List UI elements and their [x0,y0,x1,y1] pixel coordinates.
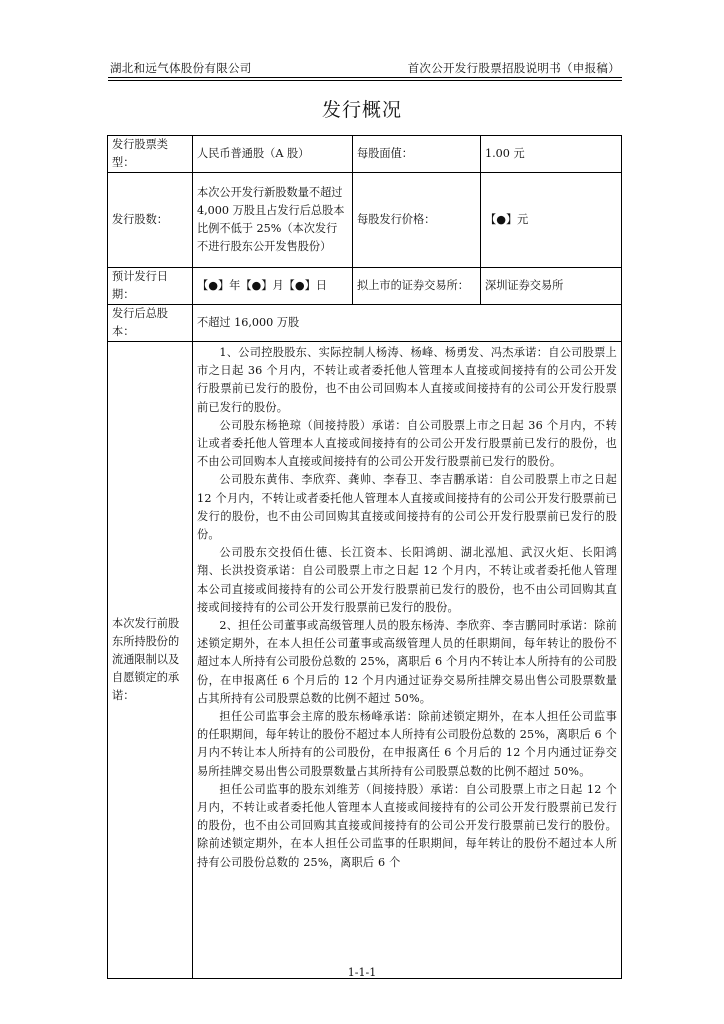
header-company: 湖北和远气体股份有限公司 [110,61,252,75]
stock-type-value: 人民币普通股（A 股） [193,136,353,173]
shares-value: 本次公开发行新股数量不超过 4,000 万股且占发行后总股本比例不低于 25%（本次发行不进行股东公开发售股份） [193,173,353,268]
page-header [110,56,620,76]
lockup-paragraph: 1、公司控股股东、实际控制人杨涛、杨峰、杨勇发、冯杰承诺：自公司股票上市之日起 36 个月内，不转让或者委托他人管理本人直接或间接持有的公司公开发行股票前已发行的股份，也不由公司回购本人直接或间接持有的公司公开发行股票前已发行的股份。 [197,346,617,414]
par-value-value: 1.00 元 [481,136,622,173]
header-document-title: 首次公开发行股票招股说明书（申报稿） [407,61,620,75]
row-shares [108,173,622,268]
header-rule-thick [108,77,622,78]
date-label: 预计发行日期： [108,268,193,305]
shares-label: 发行股数： [108,173,193,268]
row-stock-type [108,136,622,173]
total-shares-value: 不超过 16,000 万股 [193,305,622,342]
par-value-label: 每股面值： [353,136,481,173]
lockup-paragraph: 公司股东交投佰仕德、长江资本、长阳鸿朗、湖北泓旭、武汉火炬、长阳鸿翔、长洪投资承诺：自公司股票上市之日起 12 个月内，不转让或者委托他人管理本公司直接或间接持有的公司公开发行股票前已发行的股份，也不由公司回购其直接或间接持有的公司公开发行股票前已发行的股份。 [197,546,617,614]
lockup-paragraph: 担任公司监事会主席的股东杨峰承诺：除前述锁定期外，在本人担任公司监事的任职期间，每年转让的股份不超过本人所持有公司股份总数的 25%，离职后 6 个月内不转让本人所持有的公司股份，在申报离任 6 个月后的 12 个月内通过证券交易所挂牌交易出售公司股票数量占其所持有公司股票总数的比例不超过 50%。 [197,710,617,778]
row-lockup [108,342,622,979]
lockup-paragraph: 公司股东黄伟、李欣弈、龚帅、李春卫、李吉鹏承诺：自公司股票上市之日起 12 个月内，不转让或者委托他人管理本人直接或间接持有的公司公开发行股票前已发行的股份，也不由公司回购其直接或间接持有的公司公开发行股票前已发行的股份。 [197,473,617,542]
exchange-value: 深圳证券交易所 [481,268,622,305]
page-number: 1-1-1 [347,966,377,979]
lockup-label: 本次发行前股东所持股份的流通限制以及自愿锁定的承诺： [108,342,193,979]
price-value: 【●】元 [481,173,622,268]
row-total-shares [108,305,622,342]
page-title: 发行概况 [321,99,402,121]
header-rule-thin [108,80,622,81]
date-value: 【●】年【●】月【●】日 [193,268,353,305]
offering-overview-table [107,135,622,979]
stock-type-label: 发行股票类型： [108,136,193,173]
lockup-paragraph: 公司股东杨艳琼（间接持股）承诺：自公司股票上市之日起 36 个月内，不转让或者委托他人管理本人直接或间接持有的公司公开发行股票前已发行的股份，也不由公司回购本人直接或间接持有的公司公开发行股票前已发行的股份。 [197,418,617,469]
total-shares-label: 发行后总股本： [108,305,193,342]
lockup-paragraph: 担任公司监事的股东刘维芳（间接持股）承诺：自公司股票上市之日起 12 个月内，不转让或者委托他人管理本人直接或间接持有的公司公开发行股票前已发行的股份，也不由公司回购其直接或间接持有的公司公开发行股票前已发行的股份。除前述锁定期外，在本人担任公司监事的任职期间，每年转让的股份不超过本人所持有公司股份总数的 25%，离职后 6 个 [197,782,617,869]
row-date [108,268,622,305]
exchange-label: 拟上市的证券交易所： [353,268,481,305]
lockup-content [193,342,622,979]
price-label: 每股发行价格： [353,173,481,268]
lockup-paragraph: 2、担任公司董事或高级管理人员的股东杨涛、李欣弈、李吉鹏同时承诺：除前述锁定期外，在本人担任公司董事或高级管理人员的任职期间，每年转让的股份不超过本人所持有公司股份总数的 25%，离职后 6 个月内不转让本人所持有的公司股份，在申报离任 6 个月后的 12 个月内通过证券交易所挂牌交易出售公司股票数量占其所持有公司股票总数的比例不超过 50%。 [197,619,617,705]
